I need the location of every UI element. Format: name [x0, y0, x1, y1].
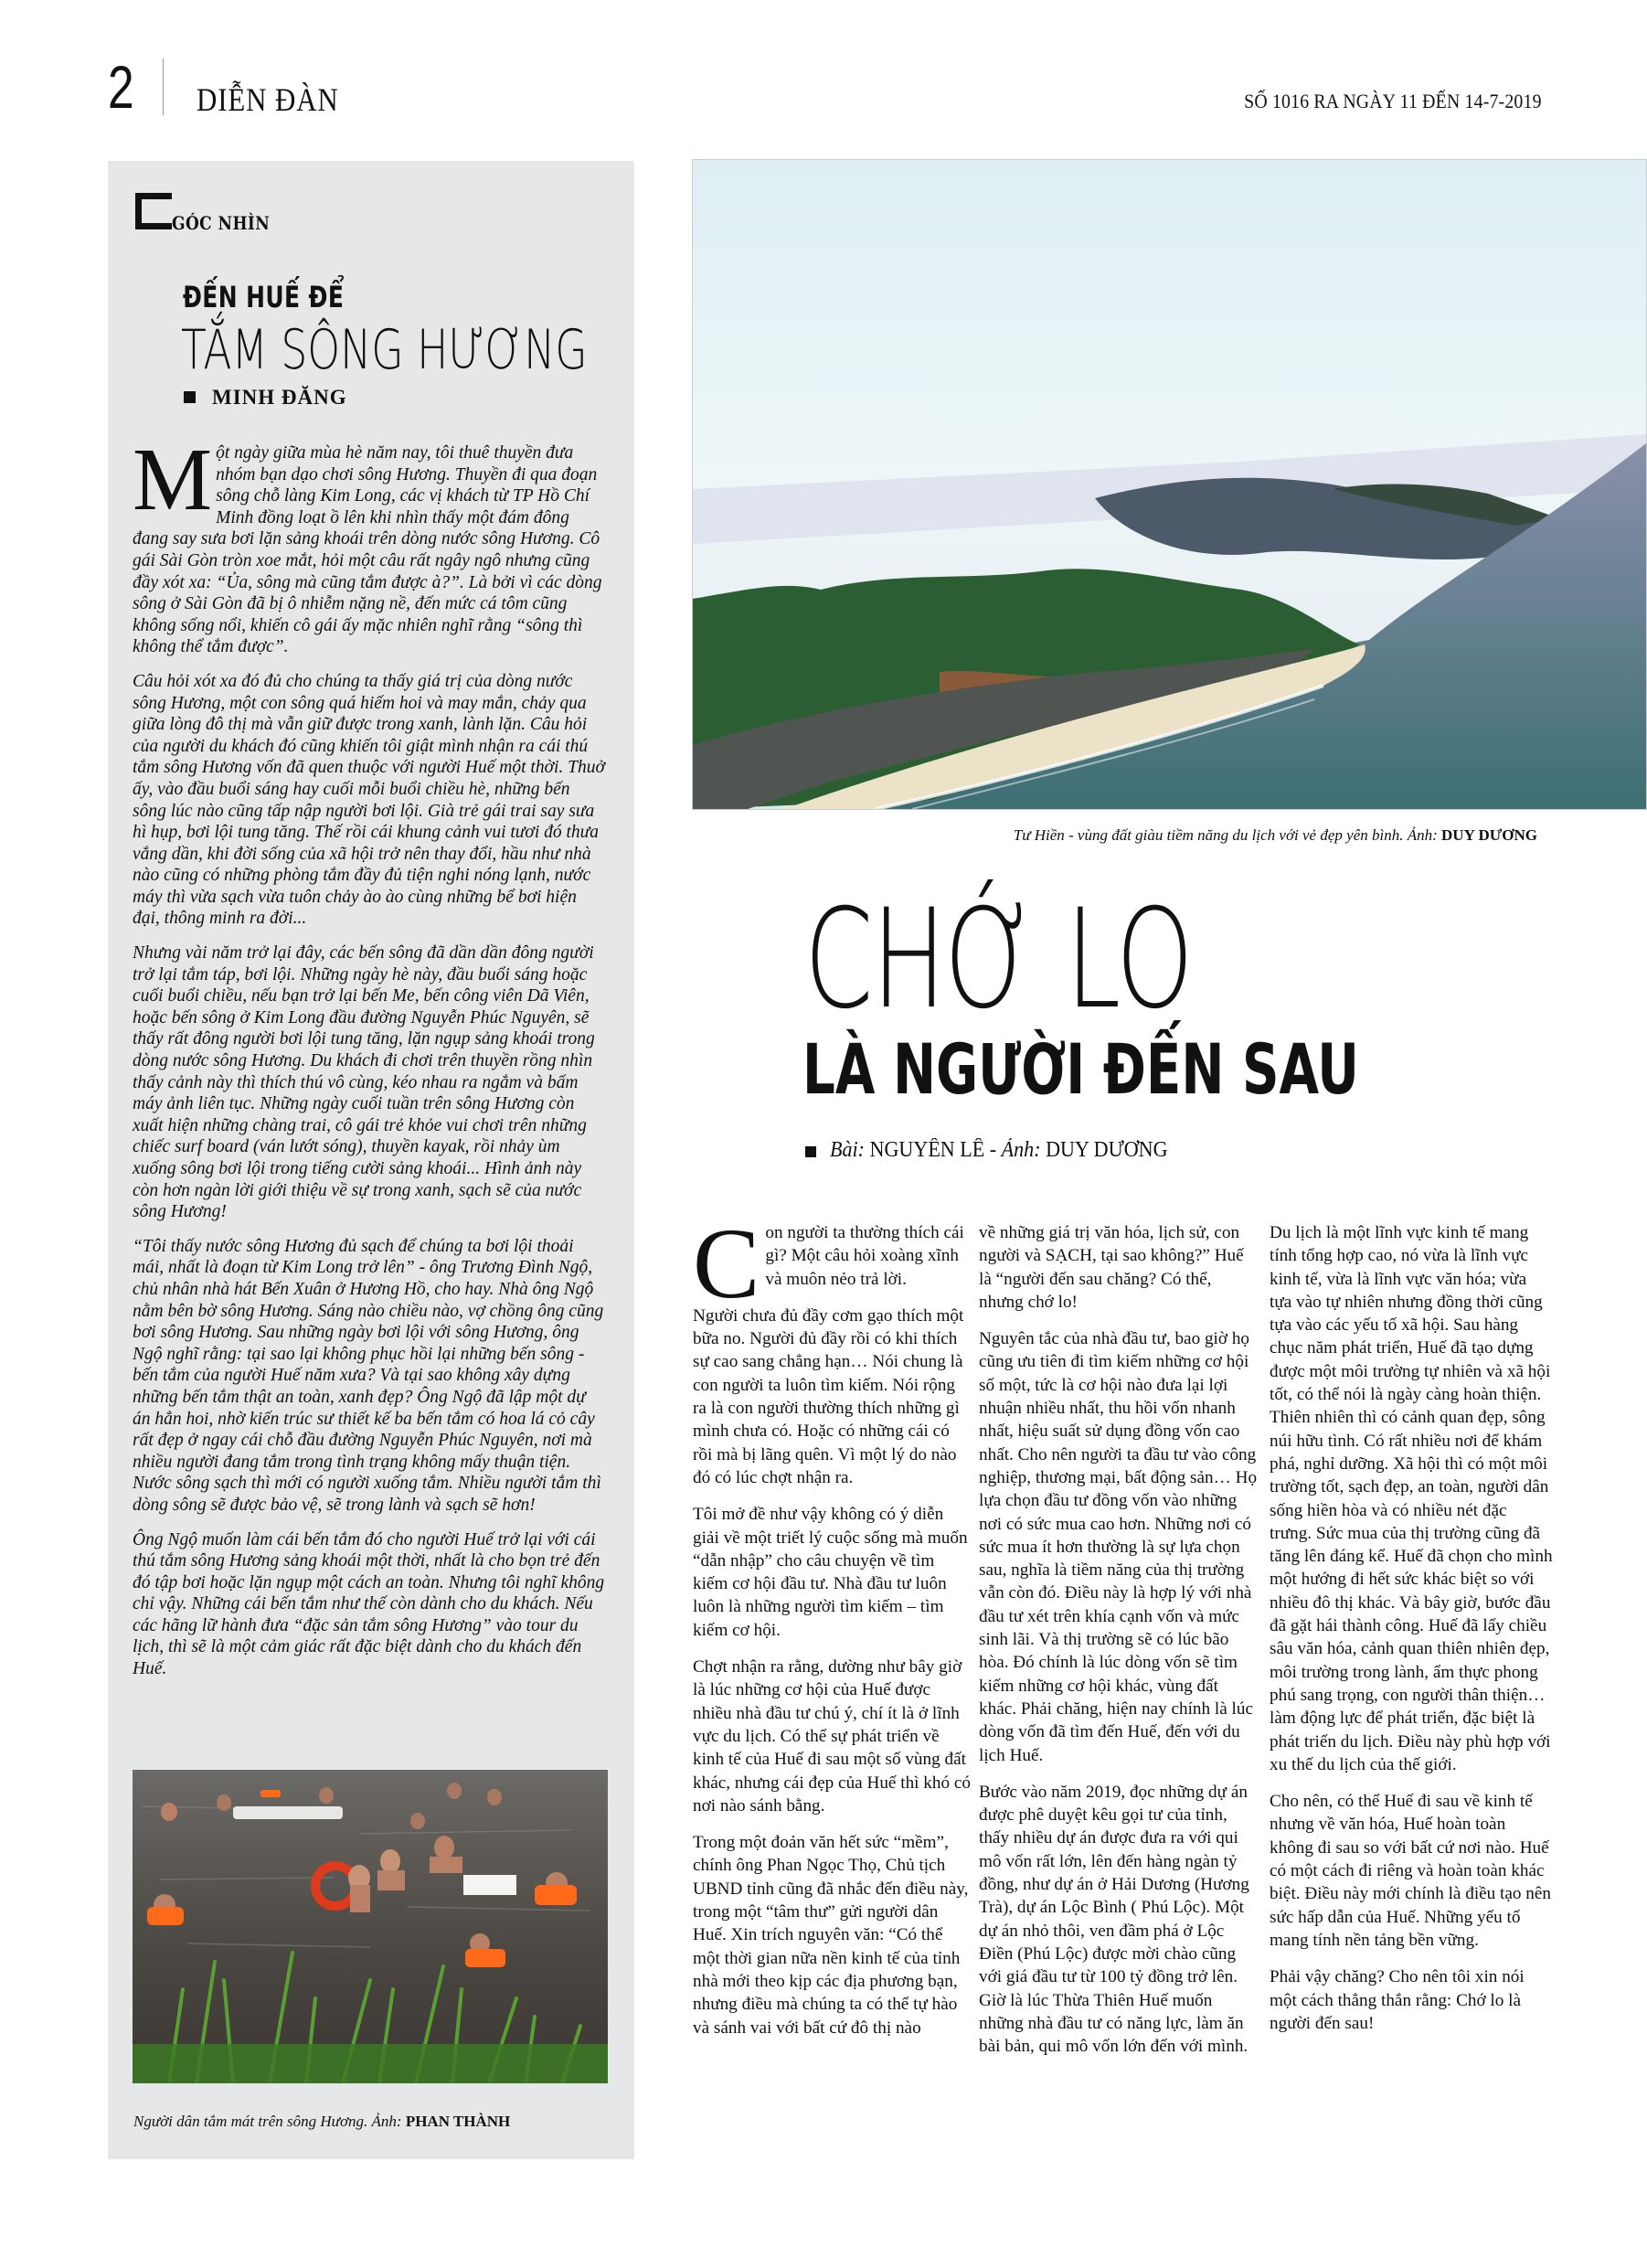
sidebar-paragraph: [133, 431, 606, 658]
article-paragraph: Phải vậy chăng? Cho nên tôi xin nói một cách thẳng thắn rằng: Chớ lo là người đến sau!: [1270, 1967, 1525, 2033]
article-paragraph: Tôi mở đề như vậy không có ý diễn giải về một triết lý cuộc sống mà muốn “dẫn nhập” cho câu chuyện về tìm kiếm cơ hội đầu tư. Nhà đầu tư luôn luôn là những người tìm kiếm – tìm kiếm cơ hội.: [693, 1505, 968, 1640]
header-divider: [163, 59, 164, 115]
main-photo-caption: [1014, 826, 1537, 845]
article-paragraph: Cho nên, có thể Huế đi sau về kinh tế nhưng về văn hóa, Huế hoàn toàn không đi sau so với bất cứ nơi nào. Huế có một cách đi riêng và hoàn toàn khác biệt. Điều này mới chính là điều tạo nên sức hấp dẫn của Huế. Những yếu tố mang tính nền tảng bền vững.: [1270, 1792, 1552, 1950]
drop-cap: C: [693, 1208, 760, 1319]
sidebar-paragraph: “Tôi thấy nước sông Hương đủ sạch để chúng ta bơi lội thoải mái, nhất là đoạn từ Kim Long trở lên” - ông Trương Đình Ngộ, chủ nhân nhà hát Bến Xuân ở Hương Hồ, cho hay. Nhà ông Ngộ nằm bên bờ sông Hương. Sáng nào chiều nào, vợ chồng ông cũng bơi sông Hương. Sau những ngày bơi lội với sông Hương, ông Ngộ nghĩ rằng: tại sao lại không phục hồi lại những bến sông - bến tắm của người Huế năm xưa? Và tại sao không xây dựng những bến tắm thật an toàn, xanh đẹp? Ông Ngộ đã lập một dự án hẳn hoi, nhờ kiến trúc sư thiết kế ba bến tắm có hoa lá cỏ cây rất đẹp ở ngay cái chỗ đầu đường Nguyễn Phúc Nguyên, nơi mà nhiều người đang tắm trong tình trạng không mấy thuận tiện. Nước sông sạch thì mới có người xuống tắm. Nhiều người tắm thì dòng sông sẽ được bảo vệ, sẽ trong lành và sạch sẽ hơn!: [133, 1236, 604, 1515]
paragraph-text: on người ta thường thích cái gì? Một câu hỏi xoàng xĩnh và muôn nẻo trả lời.: [765, 1223, 964, 1289]
sidebar-paragraph: Ông Ngộ muốn làm cái bến tắm đó cho người Huế trở lại với cái thú tắm sông Hương sảng khoái một thời, nhất là cho bọn trẻ đến đó tập bơi hoặc lặn ngụp một cách an toàn. Nhưng tôi nghĩ không chỉ vậy. Những cái bến tắm như thế còn dành cho du khách. Nếu các hãng lữ hành đưa “đặc sản tắm sông Hương” vào tour du lịch, thì sẽ là một cảm giác rất đặc biệt dành cho du khách đến Huế.: [133, 1529, 605, 1679]
paragraph-text: ột ngày giữa mùa hè năm nay, tôi thuê thuyền đưa nhóm bạn dạo chơi sông Hương. Thuyền đi qua đoạn sông chỗ làng Kim Long, các vị khách từ TP Hồ Chí Minh đồng loạt ồ lên khi nhìn thấy một đám đông đang say sưa bơi lặn sảng khoái trên dòng nước sông Hương. Cô gái Sài Gòn tròn xoe mắt, hỏi một câu rất ngây ngô nhưng cũng đầy xót xa: “Ủa, sông mà cũng tắm được à?”. Là bởi vì các dòng sông ở Sài Gòn đã bị ô nhiễm nặng nề, đến mức cá tôm cũng không sống nổi, khiến cô gái ấy mặc nhiên nghĩ rằng “sông thì không thể tắm được”.: [133, 443, 602, 657]
caption-text: Người dân tắm mát trên sông Hương.: [133, 2113, 368, 2130]
caption-credit: DUY DƯƠNG: [1441, 826, 1537, 844]
drop-cap: M: [133, 431, 213, 529]
headline-line-1: CHỚ LO: [804, 880, 1193, 1039]
article-paragraph: Chợt nhận ra rằng, dường như bây giờ là lúc những cơ hội của Huế được nhiều nhà đầu tư chú ý, chí ít là ở lĩnh vực du lịch. Có thể sự phát triển về kinh tế của Huế đi sau một số vùng đất khác, nhưng cái đẹp của Huế thì khó có nơi nào sánh bằng.: [693, 1657, 971, 1815]
caption-text: Tư Hiền - vùng đất giàu tiềm năng du lịch với vẻ đẹp yên bình.: [1013, 826, 1404, 844]
aerial-coast-photo: [692, 159, 1647, 810]
caption-credit: PHAN THÀNH: [405, 2113, 511, 2130]
sidebar-paragraph: Nhưng vài năm trở lại đây, các bến sông đã dần dần đông người trở lại tắm táp, bơi lội. Những ngày hè này, đầu buổi sáng hoặc cuối buổi chiều, nếu bạn trở lại bến Me, bến công viên Dã Viên, hoặc bến sông ở Kim Long đầu đường Nguyễn Phúc Nguyên, sẽ thấy rất đông người bơi lội tung tăng, lặn ngụp sảng khoái trong dòng nước sông Hương. Du khách đi chơi trên thuyền rồng nhìn thấy cảnh này thì thích thú vô cùng, kéo nhau ra ngắm và bấm máy ảnh liên tục. Những ngày cuối tuần trên sông Hương còn xuất hiện những chàng trai, cô gái trẻ khỏe vui chơi trên những chiếc surf board (ván lướt sóng), thuyền kayak, rồi nhảy ùm xuống sông bơi lội trong tiếng cười sảng khoái... Hình ảnh này còn hơn ngàn lời giới thiệu về sự trong xanh, sạch sẽ của nước sông Hương!: [133, 943, 595, 1222]
article-paragraph: về những giá trị văn hóa, lịch sử, con người và SẠCH, tại sao không?” Huế là “người đến sau chăng? Có thể, nhưng chớ lo!: [979, 1223, 1244, 1312]
sidebar-kicker: ĐẾN HUẾ ĐỂ: [183, 280, 345, 314]
section-name: DIỄN ĐÀN: [197, 81, 339, 118]
sidebar-photo-caption: [133, 2113, 510, 2131]
article-paragraph: Du lịch là một lĩnh vực kinh tế mang tính tổng hợp cao, nó vừa là lĩnh vực kinh tế, vừa là lĩnh vực văn hóa; vừa tựa vào tự nhiên nhưng đồng thời cũng tựa vào các yếu tố xã hội. Sau hàng chục năm phát triển, Huế đã tạo dựng được một môi trường tự nhiên và xã hội tốt, có thể nói là ngày càng hoàn thiện. Thiên nhiên thì có cảnh quan đẹp, sông núi hữu tình. Có rất nhiều nơi để khám phá, nghỉ dưỡng. Xã hội thì có một môi trường tốt, sạch đẹp, an toàn, người dân sống hiền hòa và có nhiều nét đặc trưng. Sức mua của thị trường cũng đã tăng lên đáng kể. Huế đã chọn cho mình một hướng đi hết sức khác biệt so với nhiều đô thị khác. Và bây giờ, bước đầu đã gặt hái thành công. Huế đã lấy chiều sâu văn hóa, cảnh quan thiên nhiên đẹp, môi trường trong lành, ẩm thực phong phú sang trọng, con người thân thiện… làm động lực để phát triển, đặc biệt là phát triển du lịch. Điều này phù hợp với xu thế du lịch của thế giới.: [1270, 1223, 1553, 1774]
issue-info: SỐ 1016 RA NGÀY 11 ĐẾN 14-7-2019: [1244, 90, 1542, 112]
sidebar-author: MINH ĐĂNG: [212, 386, 347, 409]
aerial-coast-illustration: [693, 160, 1646, 809]
article-paragraph: [693, 1208, 972, 1319]
swimmers-photo: [133, 1770, 608, 2083]
page-number: 2: [108, 53, 134, 121]
byline-text-label: Bài:: [830, 1138, 866, 1162]
article-paragraph: Bước vào năm 2019, đọc những dự án được phê duyệt kêu gọi tư của tỉnh, thấy nhiều dự án được đưa ra với qui mô vốn rất lớn, lên đến hàng ngàn tỷ đồng, như dự án ở Hải Dương (Hương Trà), dự án Lộc Bình ( Phú Lộc). Một dự án nhỏ thôi, ven đầm phá ở Lộc Điền (Phú Lộc) được mời chào cũng với giá đầu tư từ 100 tỷ đồng trở lên. Giờ là lúc Thừa Thiên Huế muốn những nhà đầu tư có năng lực, làm ăn bài bản, qui mô vốn lớn đến với mình.: [979, 1782, 1249, 2057]
sidebar-title: TẮM SÔNG HƯƠNG: [181, 318, 588, 382]
article-column-1: [693, 1208, 972, 2053]
article-paragraph: Người chưa đủ đầy cơm gạo thích một bữa no. Người đủ đầy rồi có khi thích sự cao sang chẳng hạn… Nói chung là con người ta luôn tìm kiếm. Nói rộng ra là con người thường thích những gì mình chưa có. Hoặc có những cái có rồi mà bị lãng quên. Vì một lý do nào đó có lúc chợt nhận ra.: [693, 1305, 964, 1487]
column-label: GÓC NHÌN: [172, 212, 271, 234]
sidebar-paragraph: Câu hỏi xót xa đó đủ cho chúng ta thấy giá trị của dòng nước sông Hương, một con sông quá hiếm hoi và may mắn, chảy qua giữa lòng đô thị mà vẫn giữ được trong xanh, lành lặn. Câu hỏi của người du khách đó cũng khiến tôi giật mình nhận ra cái thú tắm sông Hương vốn đã quen thuộc với người Huế một thời. Thuở ấy, vào đầu buổi sáng hay cuối mỗi buổi chiều hè, những bến sông lúc nào cũng tấp nập người bơi lội. Già trẻ gái trai say sưa hì hụp, bơi lội tung tăng. Thế rồi cái khung cảnh vui tươi đó thưa vắng dần, khi đời sống của xã hội trở nên thay đổi, hầu như nhà nào cũng có những phòng tắm đầy đủ tiện nghi nóng lạnh, nước máy thì vừa sạch vừa tuôn chảy ào ào cùng những bể bơi hiện đại, thông minh ra đời...: [133, 671, 605, 929]
swimmers-photo-illustration: [133, 1770, 608, 2083]
column-bracket-icon: [135, 193, 172, 229]
article-paragraph: Trong một đoản văn hết sức “mềm”, chính ông Phan Ngọc Thọ, Chủ tịch UBND tỉnh cũng đã nhắc đến điều này, trong một “tâm thư” gửi người dân Huế. Xin trích nguyên văn: “Có thể một thời gian nữa nền kinh tế của tỉnh nhà mới theo kịp các địa phương bạn, nhưng điều mà chúng ta có thể tự hào và sánh vai với bất cứ đô thị nào: [693, 1833, 969, 2038]
byline: [830, 1138, 1168, 1163]
article-paragraph: Nguyên tắc của nhà đầu tư, bao giờ họ cũng ưu tiên đi tìm kiếm những cơ hội số một, tức là cơ hội nào đưa lại lợi nhuận nhiều nhất, thu hồi vốn nhanh nhất, hiệu suất sử dụng đồng vốn cao nhất. Cho nên người ta đầu tư vào công nghiệp, thương mại, bất động sản… Họ lựa chọn đầu tư đồng vốn vào những nơi có sức mua cao hơn. Những nơi có sức mua ít hơn thường là sự lựa chọn sau, nghĩa là tiềm năng của thị trường vẫn còn đó. Điều này là hợp lý với nhà đầu tư xét trên khía cạnh vốn và mức sinh lãi. Và thị trường sẽ có lúc bão hòa. Đó chính là lúc dòng vốn sẽ tìm kiếm những cơ hội khác, vùng đất khác. Phải chăng, hiện nay chính là lúc dòng vốn đã tìm đến Huế, đến với du lịch Huế.: [979, 1329, 1258, 1765]
byline-photo-label: Ảnh:: [1001, 1138, 1041, 1162]
bullet-square-icon: [184, 391, 196, 403]
caption-credit-label: Ảnh:: [371, 2113, 402, 2130]
article-column-3: [1270, 1221, 1553, 2049]
byline-photographer: DUY DƯƠNG: [1046, 1138, 1168, 1162]
caption-credit-label: Ảnh:: [1407, 826, 1438, 844]
article-column-2: [979, 1221, 1258, 2071]
sidebar-article-body: [133, 431, 606, 1693]
byline-author: NGUYÊN LÊ -: [869, 1138, 997, 1162]
bullet-square-icon: [805, 1146, 816, 1157]
headline-line-2: LÀ NGƯỜI ĐẾN SAU: [802, 1028, 1359, 1110]
